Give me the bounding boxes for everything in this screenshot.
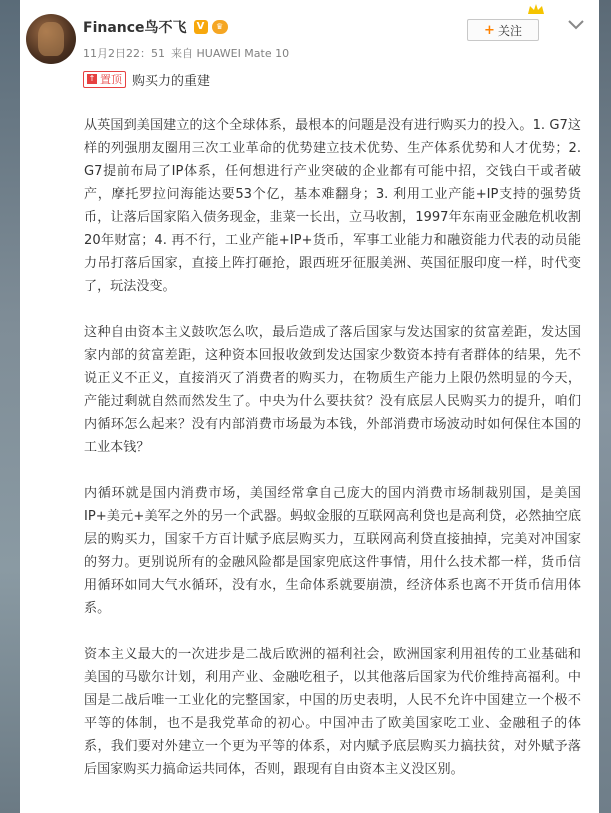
pinned-label: 置顶 — [100, 72, 122, 86]
post-body — [84, 114, 581, 804]
pinned-tag — [83, 71, 126, 88]
author-name[interactable]: Finance鸟不飞 — [83, 20, 187, 36]
verified-badge-icon: V — [194, 20, 208, 34]
follow-label: 关注 — [497, 23, 522, 38]
pin-icon: ↑ — [88, 74, 96, 83]
post-paragraph: 资本主义最大的一次进步是二战后欧洲的福利社会，欧洲国家利用祖传的工业基础和美国的马歇尔计划，利用产业、金融吃租子，以其他落后国家为代价维持高福利。中国是二战后唯一工业化的完整国家，中国的历史表明，人民不允许中国建立一个极不平等的体制，也不是我党革命的初心。中国冲击了欧美国家吃工业、金融租子的体系，我们要对外建立一个更为平等的体系，对内赋予底层购买力搞扶贫，对外赋予落后国家购买力搞命运共同体，否则，跟现有自由资本主义没区别。 — [84, 647, 581, 777]
post-time[interactable]: 11月2日22：51 — [83, 47, 165, 60]
post-paragraph: 这种自由资本主义鼓吹怎么吹，最后造成了落后国家与发达国家的贫富差距，发达国家内部的贫富差距，这种资本回报收敛到发达国家少数资本持有者群体的结果，先不说正义不正义，直接消灭了消费者的购买力，在物质生产能力上限仍然明显的今天，产能过剩就自然而然发生了。中央为什么要扶贫？没有底层人民购买力的提升，咱们内循环怎么起来？没有内部消费市场最为本钱，外部消费市场波动时如何保住本国的工业本钱？ — [84, 325, 581, 455]
post-source: 来自 HUAWEI Mate 10 — [171, 47, 290, 60]
avatar[interactable] — [26, 14, 76, 64]
post-headline: 购买力的重建 — [132, 73, 211, 89]
follow-button[interactable] — [467, 19, 539, 41]
post-meta — [83, 45, 289, 61]
author-row — [83, 17, 228, 37]
post-paragraph: 内循环就是国内消费市场，美国经常拿自己庞大的国内消费市场制裁别国，是美国IP+美元+美军之外的另一个武器。蚂蚁金服的互联网高利贷也是高利贷，必然抽空底层的购买力，国家千方百计赋予底层购买力，互联网高利贷直接抽掉，完美对冲国家的努力。更别说所有的金融风险都是国家兜底这件事情，用什么技术都一样，货币信用循环如同大气水循环，没有水，生命体系就要崩溃，经济体系也离不开货币信用体系。 — [84, 486, 581, 616]
headline-row — [83, 70, 210, 88]
post-card — [20, 0, 599, 813]
background-right — [599, 0, 611, 813]
chevron-down-icon[interactable] — [567, 19, 585, 31]
background-left — [0, 0, 20, 813]
post-paragraph: 从英国到美国建立的这个全球体系，最根本的问题是没有进行购买力的投入。1. G7这样的列强朋友圈用三次工业革命的优势建立技术优势、生产体系优势和人才优势；2. G7提前布局了IP体系，任何想进行产业突破的企业都有可能中招，交钱白干或者破产，摩托罗拉问海能达要53个亿，基本难翻身；3. 利用工业产能+IP支持的强势货币，让落后国家陷入债务现金，韭菜一长出，立马收割，1997年东南亚金融危机收割20年财富；4. 再不行，工业产能+IP+货币，军事工业能力和融资能力代表的动员能力吊打落后国家，直接上阵打砸抢，跟西班牙征服美洲、英国征服印度一样，时代变了，玩法没变。 — [84, 118, 581, 294]
member-badge-icon: ♛ — [212, 20, 228, 34]
plus-icon: + — [484, 22, 495, 38]
crown-icon — [527, 3, 545, 15]
